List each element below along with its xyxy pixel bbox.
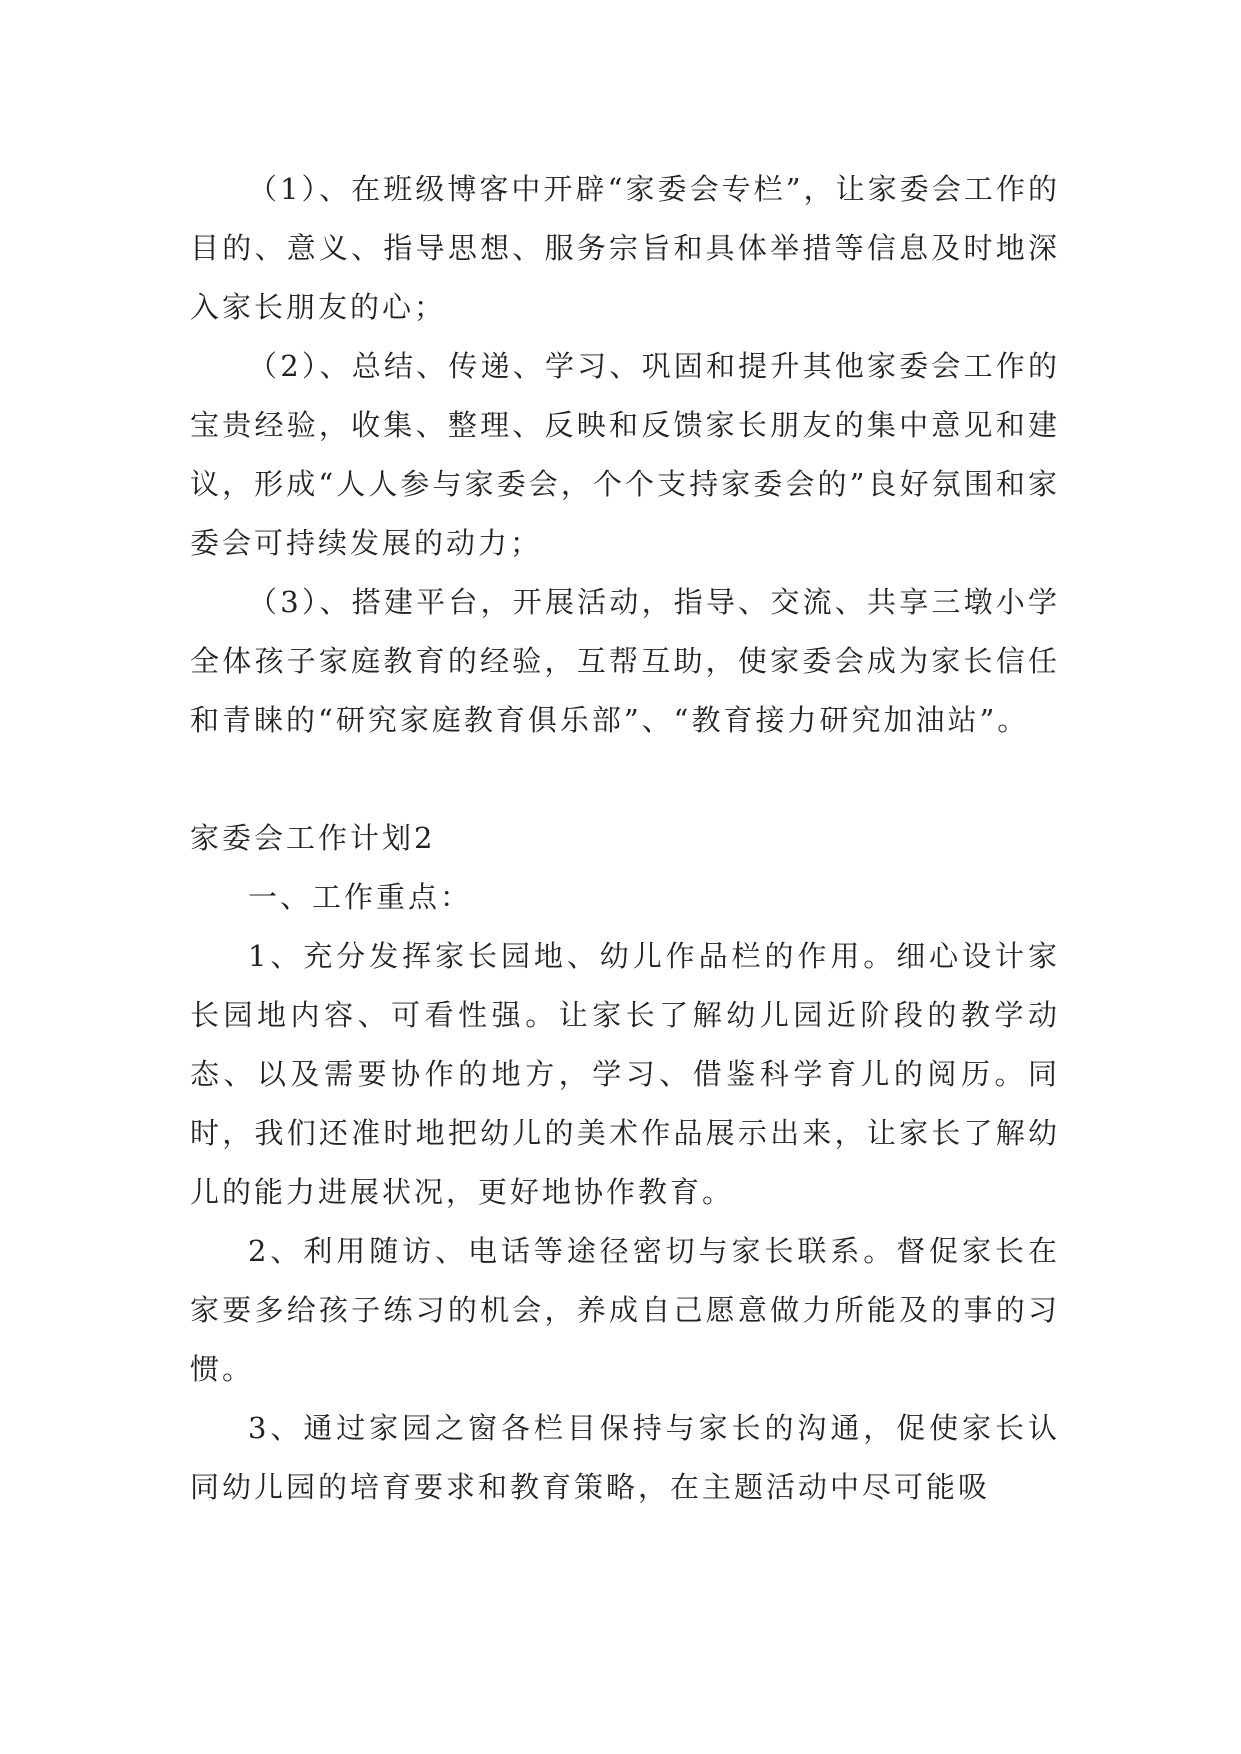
paragraph-item-3: （3）、搭建平台，开展活动，指导、交流、共享三墩小学全体孩子家庭教育的经验，互帮互助，使家委会成为家长信任和青睐的“研究家庭教育俱乐部”、“教育接力研究加油站”。 xyxy=(190,585,1060,737)
section-spacer xyxy=(190,750,1060,809)
paragraph-item-1: （1）、在班级博客中开辟“家委会专栏”，让家委会工作的目的、意义、指导思想、服务宗旨和具体举措等信息及时地深入家长朋友的心； xyxy=(190,172,1060,324)
section-subheading: 一、工作重点： xyxy=(248,880,473,914)
paragraph-item-2: （2）、总结、传递、学习、巩固和提升其他家委会工作的宝贵经验，收集、整理、反映和反馈家长朋友的集中意见和建议，形成“人人参与家委会，个个支持家委会的”良好氛围和家委会可持续发展的动力； xyxy=(190,349,1060,560)
work-focus-item-3: 3、通过家园之窗各栏目保持与家长的沟通，促使家长认同幼儿园的培育要求和教育策略，在主题活动中尽可能吸 xyxy=(190,1411,1060,1504)
section-title: 家委会工作计划2 xyxy=(190,821,436,855)
document-body xyxy=(190,160,1060,1517)
work-focus-item-1: 1、充分发挥家长园地、幼儿作品栏的作用。细心设计家长园地内容、可看性强。让家长了解幼儿园近阶段的教学动态、以及需要协作的地方，学习、借鉴科学育儿的阅历。同时，我们还准时地把幼儿的美术作品展示出来，让家长了解幼儿的能力进展状况，更好地协作教育。 xyxy=(190,939,1060,1209)
work-focus-item-2: 2、利用随访、电话等途径密切与家长联系。督促家长在家要多给孩子练习的机会，养成自己愿意做力所能及的事的习惯。 xyxy=(190,1234,1060,1386)
